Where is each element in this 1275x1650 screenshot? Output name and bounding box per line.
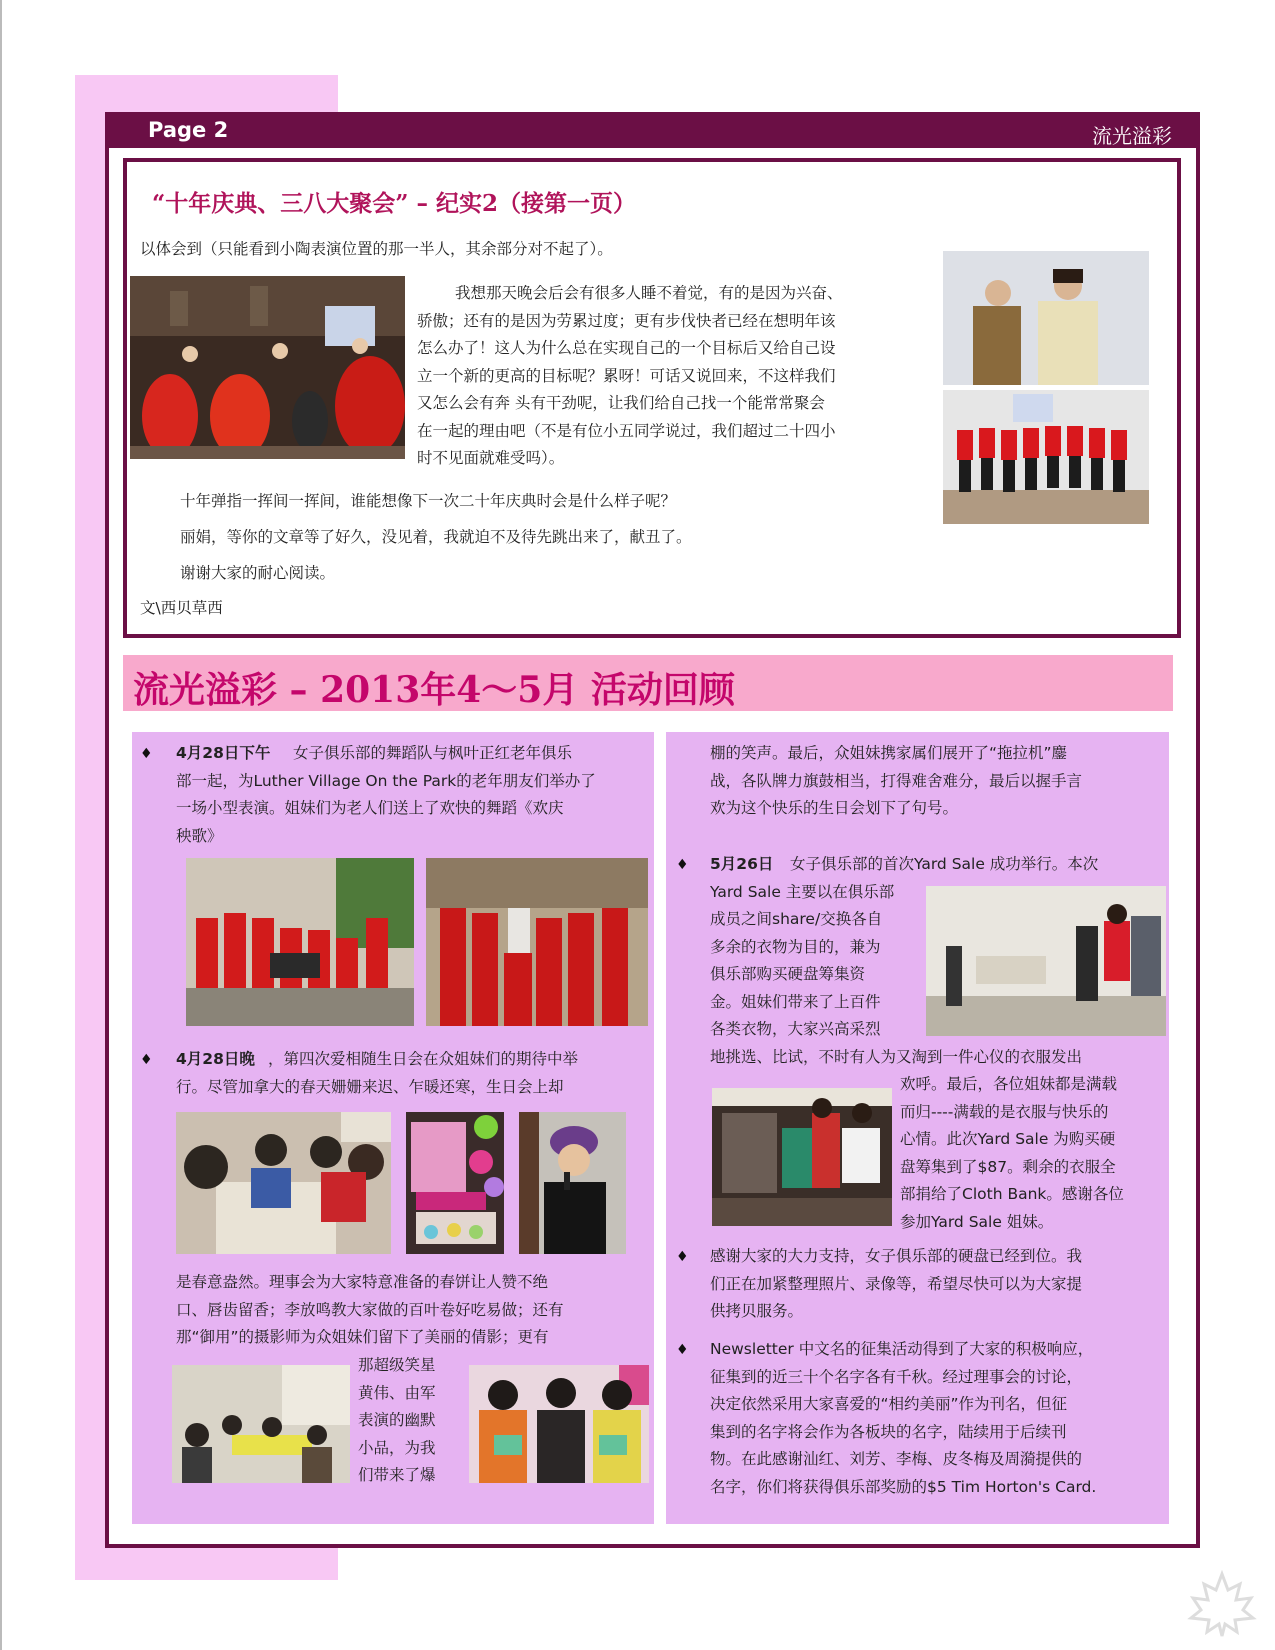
event-line: 战，各队牌力旗鼓相当，打得难舍难分，最后以握手言 xyxy=(710,771,1083,790)
section-banner-title: 流光溢彩 – 2013年4～5月 活动回顾 xyxy=(133,669,735,711)
event-line: 那超级笑星 xyxy=(358,1356,436,1374)
choir-group-photo xyxy=(943,390,1149,524)
event-line: 多余的衣物为目的，兼为 xyxy=(710,937,881,956)
article-line: 立一个新的更高的目标呢？累呀！可话又说回来，不这样我们 xyxy=(417,366,836,385)
event-line: 欢呼。最后，各位姐妹都是满载 xyxy=(900,1075,1118,1093)
dancers-with-seniors-photo xyxy=(426,858,648,1026)
event-line: 征集到的近三十个名字各有千秋。经过理事会的讨论， xyxy=(710,1367,1083,1386)
page-edge xyxy=(0,0,2,1650)
article-line: 怎么办了！这人为什么总在实现自己的一个目标后又给自己设 xyxy=(417,339,836,357)
event-line: 女子俱乐部的首次Yard Sale 成功举行。本次 xyxy=(790,855,1099,873)
event-line: ，第四次爱相随生日会在众姐妹们的期待中举 xyxy=(268,1050,579,1068)
event-line: 感谢大家的大力支持，女子俱乐部的硬盘已经到位。我 xyxy=(710,1247,1083,1265)
event-line: 女子俱乐部的舞蹈队与枫叶正红老年俱乐 xyxy=(293,744,573,762)
event-date: 4月28日下午 xyxy=(176,744,271,762)
winners-with-prizes-photo xyxy=(469,1365,649,1483)
event-line: 小品，为我 xyxy=(358,1438,436,1457)
article-author: 文\西贝草西 xyxy=(140,599,223,617)
event-line: 们正在加紧整理照片、录像等，希望尽快可以为大家提 xyxy=(710,1274,1083,1293)
header-bar xyxy=(105,112,1200,148)
event-line: 秧歌》 xyxy=(176,826,223,845)
article-line: 十年弹指一挥间一挥间，谁能想像下一次二十年庆典时会是什么样子呢？ xyxy=(180,492,677,510)
yangge-dancers-photo xyxy=(186,858,414,1026)
singers-on-stage-photo xyxy=(943,251,1149,385)
article-title: “十年庆典、三八大聚会” – 纪实2（接第一页） xyxy=(152,190,636,217)
bullet-icon: ♦ xyxy=(676,1249,689,1265)
event-line: 那“御用”的摄影师为众姐妹们留下了美丽的倩影；更有 xyxy=(176,1328,549,1346)
event-line: 决定依然采用大家喜爱的“相约美丽”作为刊名，但征 xyxy=(710,1395,1068,1413)
event-line: 俱乐部购买硬盘筹集资 xyxy=(710,965,866,983)
event-line: 地挑选、比试，不时有人为又淘到一件心仪的衣服发出 xyxy=(710,1047,1083,1066)
event-line: 行。尽管加拿大的春天姗姗来迟、乍暖还寒，生日会上却 xyxy=(176,1077,564,1096)
event-line: 盘筹集到了$87。剩余的衣服全 xyxy=(900,1157,1116,1176)
event-line: 棚的笑声。最后，众姐妹携家属们展开了“拖拉机”鏖 xyxy=(710,744,1068,762)
page-number: Page 2 xyxy=(148,118,229,142)
event-line: 黄伟、由军 xyxy=(358,1383,436,1402)
clothes-rack-photo xyxy=(712,1088,892,1226)
event-line: 一场小型表演。姐妹们为老人们送上了欢快的舞蹈《欢庆 xyxy=(176,799,564,817)
event-line: 口、唇齿留香；李放鸣教大家做的百叶卷好吃易做；还有 xyxy=(176,1300,564,1319)
bullet-icon: ♦ xyxy=(676,857,689,873)
article-line: 在一起的理由吧（不是有位小五同学说过，我们超过二十四小 xyxy=(417,421,836,440)
article-line: 骄傲；还有的是因为劳累过度；更有步伐快者已经在想明年该 xyxy=(417,311,836,330)
event-line: 是春意盎然。理事会为大家特意准备的春饼让人赞不绝 xyxy=(176,1273,549,1291)
bullet-icon: ♦ xyxy=(140,746,153,762)
article-line: 谢谢大家的耐心阅读。 xyxy=(180,564,336,582)
dinner-gathering-photo xyxy=(172,1365,350,1483)
event-line: 供拷贝服务。 xyxy=(710,1302,804,1320)
event-line: 表演的幽默 xyxy=(358,1411,436,1429)
article-line: 又怎么会有奔 头有干劲呢，让我们给自己找一个能常常聚会 xyxy=(417,394,825,412)
event-line: Yard Sale 主要以在俱乐部 xyxy=(710,882,895,901)
event-line: 们带来了爆 xyxy=(358,1466,436,1484)
article-line: 以体会到（只能看到小陶表演位置的那一半人，其余部分对不起了）。 xyxy=(140,240,613,258)
footer-rule xyxy=(105,1544,1200,1548)
comedian-performer-photo xyxy=(519,1112,626,1254)
event-date: 5月26日 xyxy=(710,855,774,873)
party-game-photo xyxy=(176,1112,391,1254)
event-line: 各类衣物，大家兴高采烈 xyxy=(710,1020,881,1038)
event-line: 物。在此感谢汕红、刘芳、李梅、皮冬梅及周漪提供的 xyxy=(710,1450,1083,1468)
event-line: Newsletter 中文名的征集活动得到了大家的积极响应， xyxy=(710,1340,1094,1358)
event-line: 部一起，为Luther Village On the Park的老年朋友们举办了 xyxy=(176,771,596,790)
maple-leaf-logo xyxy=(1185,1570,1260,1640)
event-date: 4月28日晚 xyxy=(176,1050,255,1068)
article-line: 我想那天晚会后会有很多人睡不着觉，有的是因为兴奋、 xyxy=(455,284,843,302)
event-line: 参加Yard Sale 姐妹。 xyxy=(900,1212,1054,1231)
event-line: 名字，你们将获得俱乐部奖励的$5 Tim Horton's Card. xyxy=(710,1477,1097,1496)
yard-sale-room-photo xyxy=(926,886,1166,1036)
event-line: 金。姐妹们带来了上百件 xyxy=(710,992,881,1011)
event-line: 集到的名字将会作为各板块的名字，陆续用于后续刊 xyxy=(710,1422,1067,1441)
event-line: 心情。此次Yard Sale 为购买硬 xyxy=(900,1130,1116,1148)
publication-name: 流光溢彩 xyxy=(1092,124,1172,148)
article-line: 丽娟，等你的文章等了好久，没见着，我就迫不及待先跳出来了，献丑了。 xyxy=(180,528,692,546)
bullet-icon: ♦ xyxy=(140,1052,153,1068)
birthday-cake-photo xyxy=(406,1112,504,1254)
dance-performance-photo xyxy=(130,276,405,459)
event-line: 成员之间share/交换各自 xyxy=(710,910,883,928)
event-line: 欢为这个快乐的生日会划下了句号。 xyxy=(710,799,959,817)
event-line: 部捐给了Cloth Bank。感谢各位 xyxy=(900,1185,1124,1203)
bullet-icon: ♦ xyxy=(676,1342,689,1358)
event-line: 而归----满载的是衣服与快乐的 xyxy=(900,1102,1109,1121)
article-line: 时不见面就难受吗）。 xyxy=(417,449,565,467)
